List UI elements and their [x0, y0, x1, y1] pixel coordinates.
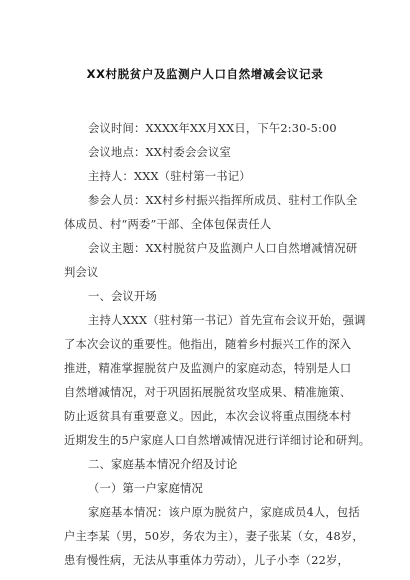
- subsection-heading: （一）第一户家庭情况: [88, 482, 203, 495]
- document-title: XX村脱贫户及监测户人口自然增减会议记录: [86, 67, 324, 81]
- paragraph-line: 近期发生的5户家庭人口自然增减情况进行详细讨论和研判。: [64, 434, 371, 447]
- meeting-host: 主持人：XXX（驻村第一书记）: [88, 170, 251, 183]
- paragraph-line: 了本次会议的重要性。他指出，随着乡村振兴工作的深入: [64, 338, 352, 351]
- paragraph-line: 推进，精准掌握脱贫户及监测户的家庭动态，特别是人口: [64, 362, 352, 375]
- paragraph-line: 家庭基本情况：该户原为脱贫户，家庭成员4人，包括: [88, 506, 360, 519]
- meeting-location: 会议地点：XX村委会会议室: [88, 146, 231, 159]
- meeting-time: 会议时间：XXXX年XX月XX日，下午2:30-5:00: [88, 122, 337, 135]
- paragraph-line: 户主李某（男，50岁，务农为主），妻子张某（女，48岁，: [64, 530, 364, 543]
- paragraph-line: 防止返贫具有重要意义。因此，本次会议将重点围绕本村: [64, 410, 352, 423]
- attendees-line: 体成员、村“两委”干部、全体包保责任人: [64, 218, 272, 231]
- meeting-topic-line: 判会议: [64, 266, 99, 279]
- paragraph-line: 患有慢性病，无法从事重体力劳动），儿子小李（22岁，: [64, 554, 350, 567]
- section-heading: 二、家庭基本情况介绍及讨论: [88, 458, 238, 471]
- attendees-line: 参会人员：XX村乡村振兴指挥所成员、驻村工作队全: [88, 194, 358, 207]
- paragraph-line: 自然增减情况，对于巩固拓展脱贫攻坚成果、精准施策、: [64, 386, 352, 399]
- section-heading: 一、会议开场: [88, 290, 157, 303]
- meeting-topic-line: 会议主题：XX村脱贫户及监测户人口自然增减情况研: [88, 242, 358, 255]
- paragraph-line: 主持人XXX（驻村第一书记）首先宣布会议开始，强调: [88, 314, 366, 327]
